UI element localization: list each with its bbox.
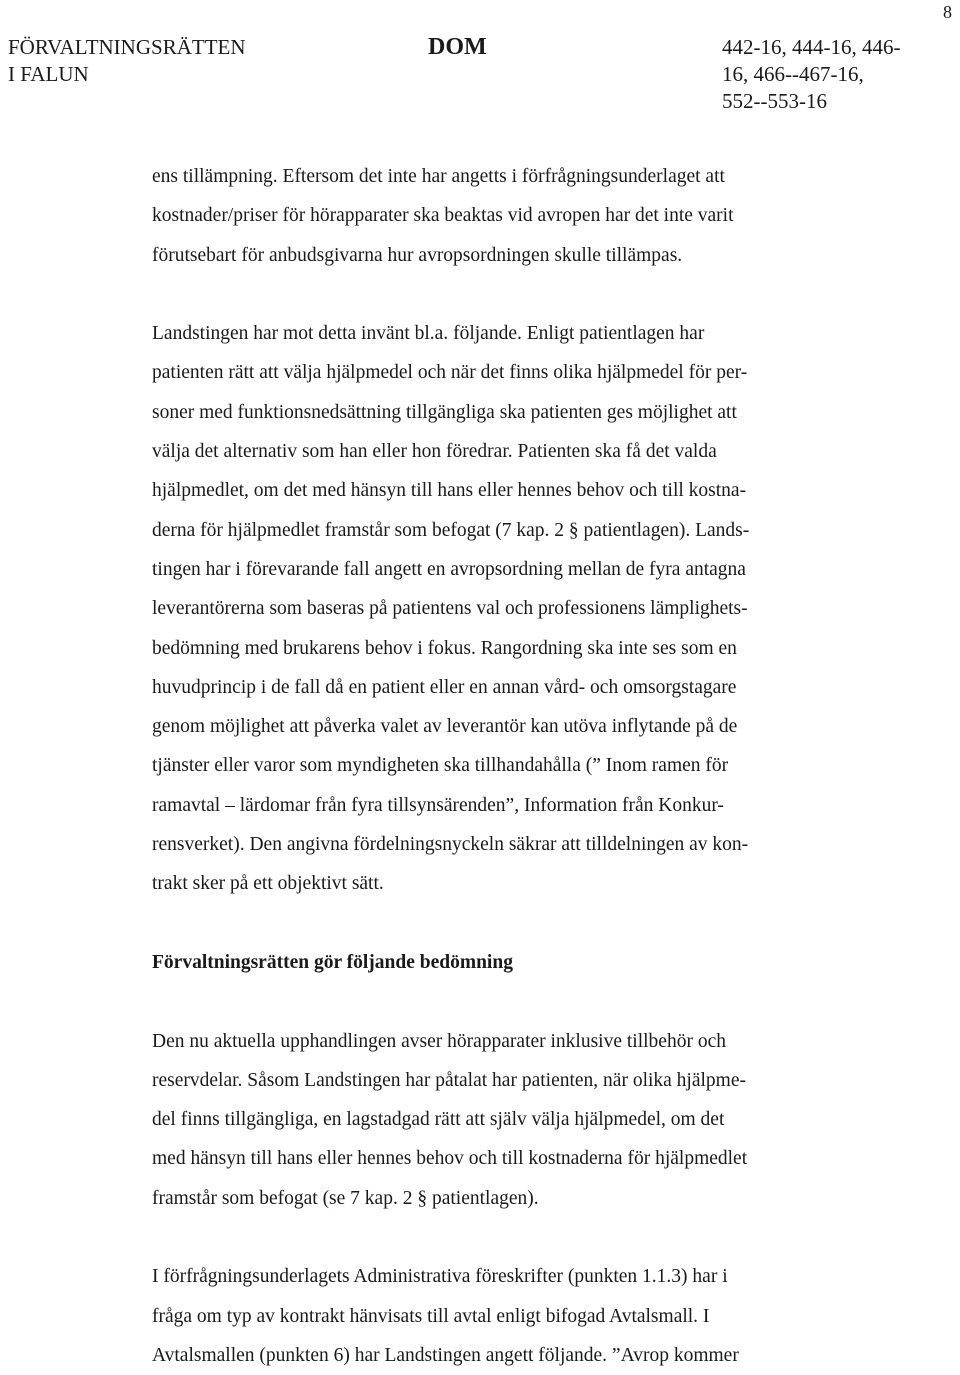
text-line: fråga om typ av kontrakt hänvisats till avtal enligt bifogad Avtalsmall. I [152,1305,710,1327]
document-type: DOM [428,34,487,60]
page-number: 8 [943,2,952,22]
court-name-line-1: FÖRVALTNINGSRÄTTEN [8,35,246,59]
case-number-line: 552--553-16 [722,89,827,113]
text-line: I förfrågningsunderlagets Administrativa föreskrifter (punkten 1.1.3) har i [152,1266,728,1288]
case-number-line: 16, 466--467-16, [722,62,864,86]
document-body [152,157,852,1375]
paragraph [152,1022,852,1218]
paragraph [152,157,852,275]
paragraph-spacer [152,1218,852,1257]
text-line: reservdelar. Såsom Landstingen har påtalat har patienten, när olika hjälpme- [152,1069,746,1091]
text-line: rensverket). Den angivna fördelningsnyckeln säkrar att tilldelningen av kon- [152,834,749,856]
case-numbers [722,34,932,115]
text-line: tingen har i förevarande fall angett en avropsordning mellan de fyra antagna [152,558,746,580]
paragraph-spacer [152,275,852,314]
text-line: soner med funktionsnedsättning tillgängliga ska patienten ges möjlighet att [152,401,737,423]
text-line: Landstingen har mot detta invänt bl.a. följande. Enligt patientlagen har [152,323,705,345]
text-line: ens tillämpning. Eftersom det inte har angetts i förfrågningsunderlaget att [152,166,725,187]
paragraph-spacer [152,904,852,943]
text-line: framstår som befogat (se 7 kap. 2 § patientlagen). [152,1187,539,1209]
text-line: del finns tillgängliga, en lagstadgad rätt att själv välja hjälpmedel, om det [152,1109,725,1131]
text-line: kostnader/priser för hörapparater ska beaktas vid avropen har det inte varit [152,205,734,227]
case-number-line: 442-16, 444-16, 446- [722,35,901,59]
text-line: ramavtal – lärdomar från fyra tillsynsärenden”, Information från Konkur- [152,794,724,816]
paragraph [152,1257,852,1375]
text-line: hjälpmedlet, om det med hänsyn till hans eller hennes behov och till kostna- [152,480,747,502]
text-line: genom möjlighet att påverka valet av leverantör kan utöva inflytande på de [152,716,738,738]
text-line: bedömning med brukarens behov i fokus. Rangordning ska inte ses som en [152,637,737,659]
text-line: Avtalsmallen (punkten 6) har Landstingen angett följande. ”Avrop kommer [152,1344,739,1366]
text-line: Den nu aktuella upphandlingen avser hörapparater inklusive tillbehör och [152,1030,726,1052]
text-line: välja det alternativ som han eller hon föredrar. Patienten ska få det valda [152,441,717,463]
court-name-line-2: I FALUN [8,62,89,86]
text-line: leverantörerna som baseras på patientens val och professionens lämplighets- [152,598,748,620]
text-line: trakt sker på ett objektivt sätt. [152,873,384,895]
text-line: tjänster eller varor som myndigheten ska tillhandahålla (” Inom ramen för [152,755,729,777]
court-name [8,34,308,88]
paragraph [152,314,852,903]
text-line: Förvaltningsrätten gör följande bedömning [152,951,513,973]
text-line: huvudprincip i de fall då en patient eller en annan vård- och omsorgstagare [152,676,737,698]
text-line: derna för hjälpmedlet framstår som befogat (7 kap. 2 § patientlagen). Lands- [152,519,750,541]
text-line: med hänsyn till hans eller hennes behov och till kostnaderna för hjälpmedlet [152,1148,748,1170]
section-heading [152,943,852,982]
text-line: förutsebart för anbudsgivarna hur avropsordningen skulle tillämpas. [152,244,683,266]
text-line: patienten rätt att välja hjälpmedel och när det finns olika hjälpmedel för per- [152,362,748,384]
paragraph-spacer [152,982,852,1021]
